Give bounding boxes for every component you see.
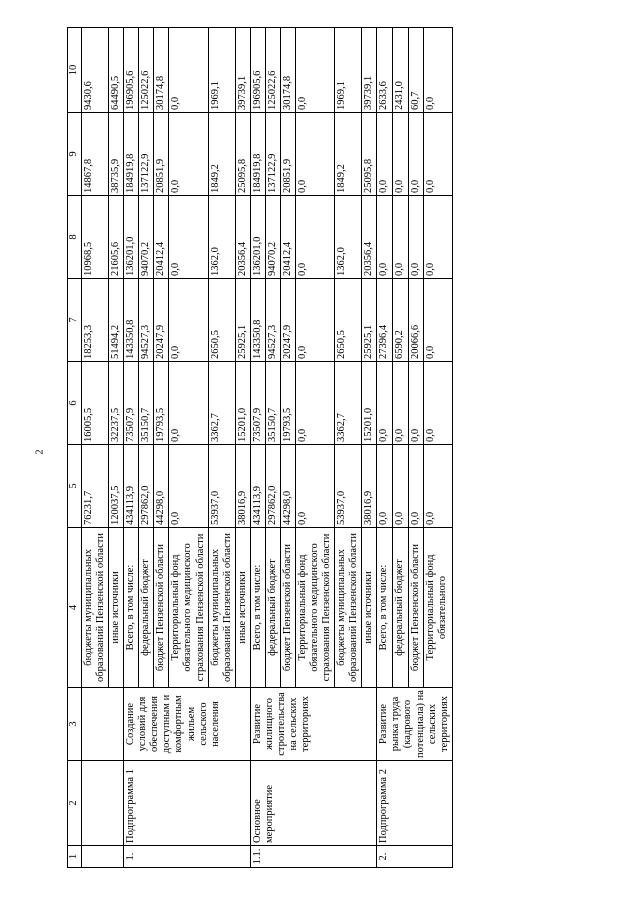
value-cell: 0,0 (295, 445, 334, 528)
row-number-cell: 2. (377, 846, 452, 868)
value-cell: 44298,0 (154, 445, 169, 528)
value-cell: 1362,0 (335, 196, 362, 279)
value-cell: 94070,2 (139, 196, 154, 279)
value-cell: 25095,8 (362, 113, 377, 196)
value-cell: 94527,3 (265, 279, 280, 362)
value-cell: 143350,8 (124, 279, 139, 362)
header-cell: 1 (68, 846, 82, 868)
goal-cell: Развитие жилищного строительства на сельских территориях (250, 688, 377, 761)
value-cell: 0,0 (408, 362, 424, 445)
value-cell: 14867,8 (82, 113, 109, 196)
value-cell: 27396,4 (377, 279, 393, 362)
value-cell: 2431,0 (393, 28, 409, 113)
table-row (124, 28, 139, 868)
value-cell: 32237,5 (109, 362, 124, 445)
value-cell: 35150,7 (265, 362, 280, 445)
funding-source-cell: федеральный бюджет (265, 528, 280, 688)
value-cell: 0,0 (377, 362, 393, 445)
row-number-cell (82, 846, 124, 868)
value-cell: 6590,2 (393, 279, 409, 362)
value-cell: 0,0 (393, 196, 409, 279)
value-cell: 0,0 (424, 279, 452, 362)
header-row (68, 28, 82, 868)
value-cell: 136201,0 (250, 196, 265, 279)
value-cell: 0,0 (295, 279, 334, 362)
value-cell: 0,0 (169, 362, 208, 445)
value-cell: 297862,0 (265, 445, 280, 528)
funding-source-cell: федеральный бюджет (139, 528, 154, 688)
value-cell: 25925,1 (362, 279, 377, 362)
value-cell: 20412,4 (154, 196, 169, 279)
header-cell: 8 (68, 196, 82, 279)
funding-source-cell: Всего, в том числе: (250, 528, 265, 688)
value-cell: 136201,0 (124, 196, 139, 279)
value-cell: 30174,8 (154, 28, 169, 113)
value-cell: 2650,5 (208, 279, 235, 362)
header-cell: 3 (68, 688, 82, 761)
value-cell: 21605,6 (109, 196, 124, 279)
funding-source-cell: бюджеты муниципальных образований Пензенской области (335, 528, 362, 688)
value-cell: 20247,9 (280, 279, 295, 362)
value-cell: 73507,9 (250, 362, 265, 445)
funding-source-cell: бюджеты муниципальных образований Пензенской области (82, 528, 109, 688)
subprogram-name-cell: Подпрограмма 1 (124, 761, 251, 846)
value-cell: 0,0 (377, 445, 393, 528)
value-cell: 120037,5 (109, 445, 124, 528)
goal-cell: Создание условий для обеспечения доступным и комфортным жильем сельского населения (124, 688, 251, 761)
funding-source-cell: бюджеты муниципальных образований Пензенской области (208, 528, 235, 688)
funding-source-cell: иные источники (362, 528, 377, 688)
value-cell: 0,0 (393, 445, 409, 528)
subprogram-name-cell (82, 761, 124, 846)
table-row (82, 28, 109, 868)
value-cell: 2633,6 (377, 28, 393, 113)
value-cell: 196905,6 (250, 28, 265, 113)
value-cell: 25095,8 (235, 113, 250, 196)
value-cell: 0,0 (169, 196, 208, 279)
header-cell: 9 (68, 113, 82, 196)
funding-source-cell: федеральный бюджет (393, 528, 409, 688)
value-cell: 137122,9 (139, 113, 154, 196)
subprogram-name-cell: Основное мероприятие (250, 761, 377, 846)
value-cell: 0,0 (424, 445, 452, 528)
value-cell: 0,0 (169, 279, 208, 362)
value-cell: 1969,1 (208, 28, 235, 113)
header-cell: 5 (68, 445, 82, 528)
value-cell: 0,0 (377, 196, 393, 279)
value-cell: 76231,7 (82, 445, 109, 528)
value-cell: 38016,9 (362, 445, 377, 528)
header-cell: 7 (68, 279, 82, 362)
value-cell: 94527,3 (139, 279, 154, 362)
value-cell: 25925,1 (235, 279, 250, 362)
goal-cell (82, 688, 124, 761)
value-cell: 20356,4 (362, 196, 377, 279)
funding-source-cell: Территориальный фонд обязательного (424, 528, 452, 688)
value-cell: 0,0 (295, 113, 334, 196)
value-cell: 53937,0 (208, 445, 235, 528)
page-number: 2 (34, 449, 46, 455)
value-cell: 125022,6 (265, 28, 280, 113)
funding-source-cell: Территориальный фонд обязательного медицинского страхования Пензенской области (169, 528, 208, 688)
header-cell: 6 (68, 362, 82, 445)
value-cell: 51494,2 (109, 279, 124, 362)
value-cell: 297862,0 (139, 445, 154, 528)
value-cell: 39739,1 (235, 28, 250, 113)
value-cell: 18253,3 (82, 279, 109, 362)
value-cell: 0,0 (169, 445, 208, 528)
value-cell: 20851,9 (280, 113, 295, 196)
value-cell: 30174,8 (280, 28, 295, 113)
value-cell: 60,7 (408, 28, 424, 113)
value-cell: 73507,9 (124, 362, 139, 445)
value-cell: 53937,0 (335, 445, 362, 528)
header-cell: 2 (68, 761, 82, 846)
value-cell: 0,0 (424, 362, 452, 445)
value-cell: 0,0 (408, 113, 424, 196)
value-cell: 2650,5 (335, 279, 362, 362)
value-cell: 15201,0 (362, 362, 377, 445)
value-cell: 125022,6 (139, 28, 154, 113)
value-cell: 10968,5 (82, 196, 109, 279)
funding-source-cell: бюджет Пензенской области (154, 528, 169, 688)
value-cell: 184919,8 (124, 113, 139, 196)
goal-cell: Развитие рынка труда (кадрового потенциала) на сельских территориях (377, 688, 452, 761)
funding-source-cell: Всего, в том числе: (124, 528, 139, 688)
subprogram-name-cell: Подпрограмма 2 (377, 761, 452, 846)
funding-source-cell: Территориальный фонд обязательного медицинского страхования Пензенской области (295, 528, 334, 688)
funding-source-cell: бюджет Пензенской области (408, 528, 424, 688)
value-cell: 20247,9 (154, 279, 169, 362)
value-cell: 1362,0 (208, 196, 235, 279)
value-cell: 19793,5 (280, 362, 295, 445)
value-cell: 0,0 (169, 113, 208, 196)
value-cell: 0,0 (295, 196, 334, 279)
table-body (68, 28, 453, 868)
row-number-cell: 1. (124, 846, 251, 868)
value-cell: 64490,5 (109, 28, 124, 113)
header-cell: 4 (68, 528, 82, 688)
value-cell: 3362,7 (208, 362, 235, 445)
value-cell: 39739,1 (362, 28, 377, 113)
funding-source-cell: иные источники (109, 528, 124, 688)
value-cell: 19793,5 (154, 362, 169, 445)
value-cell: 9430,6 (82, 28, 109, 113)
value-cell: 38735,9 (109, 113, 124, 196)
value-cell: 1849,2 (335, 113, 362, 196)
value-cell: 434113,9 (124, 445, 139, 528)
value-cell: 0,0 (295, 28, 334, 113)
value-cell: 0,0 (295, 362, 334, 445)
value-cell: 0,0 (377, 113, 393, 196)
table-row (250, 28, 265, 868)
funding-source-cell: Всего, в том числе: (377, 528, 393, 688)
value-cell: 196905,6 (124, 28, 139, 113)
value-cell: 3362,7 (335, 362, 362, 445)
value-cell: 184919,8 (250, 113, 265, 196)
header-cell: 10 (68, 28, 82, 113)
value-cell: 0,0 (424, 28, 452, 113)
value-cell: 0,0 (424, 196, 452, 279)
value-cell: 143350,8 (250, 279, 265, 362)
row-number-cell: 1.1. (250, 846, 377, 868)
value-cell: 20412,4 (280, 196, 295, 279)
value-cell: 20356,4 (235, 196, 250, 279)
funding-source-cell: бюджет Пензенской области (280, 528, 295, 688)
value-cell: 0,0 (408, 445, 424, 528)
value-cell: 0,0 (393, 113, 409, 196)
funding-source-cell: иные источники (235, 528, 250, 688)
value-cell: 137122,9 (265, 113, 280, 196)
value-cell: 0,0 (169, 28, 208, 113)
value-cell: 0,0 (393, 362, 409, 445)
value-cell: 38016,9 (235, 445, 250, 528)
value-cell: 16005,5 (82, 362, 109, 445)
value-cell: 0,0 (424, 113, 452, 196)
value-cell: 15201,0 (235, 362, 250, 445)
value-cell: 0,0 (408, 196, 424, 279)
value-cell: 94070,2 (265, 196, 280, 279)
rotated-table-container (67, 28, 602, 868)
value-cell: 44298,0 (280, 445, 295, 528)
value-cell: 20851,9 (154, 113, 169, 196)
value-cell: 434113,9 (250, 445, 265, 528)
value-cell: 35150,7 (139, 362, 154, 445)
value-cell: 1849,2 (208, 113, 235, 196)
value-cell: 20066,6 (408, 279, 424, 362)
table-row (377, 28, 393, 868)
value-cell: 1969,1 (335, 28, 362, 113)
financing-table (67, 27, 453, 868)
